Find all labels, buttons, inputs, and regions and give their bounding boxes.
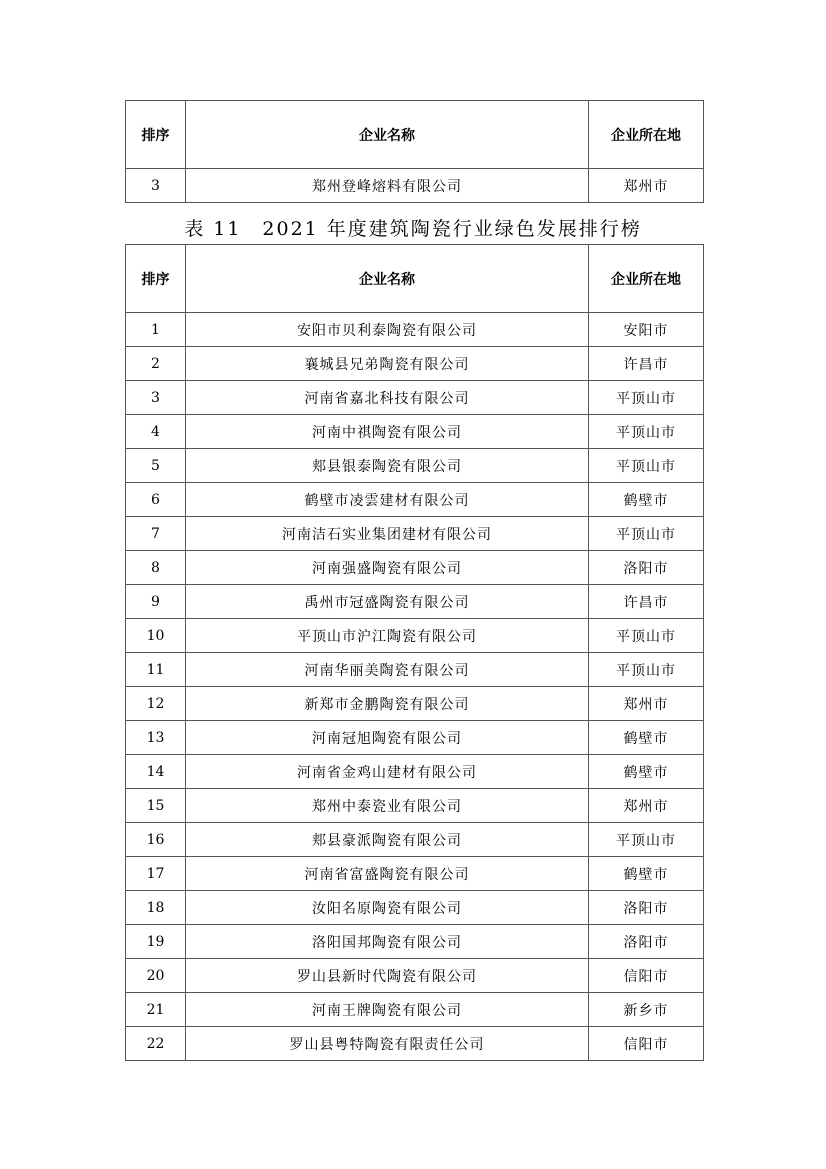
column-header-name: 企业名称 [186,101,589,169]
company-name-cell: 郑州登峰熔料有限公司 [186,169,589,203]
company-name-cell: 河南中祺陶瓷有限公司 [186,415,589,449]
location-cell: 郑州市 [589,687,704,721]
location-cell: 许昌市 [589,585,704,619]
location-cell: 新乡市 [589,993,704,1027]
location-cell: 鹤壁市 [589,721,704,755]
company-name-cell: 郏县豪派陶瓷有限公司 [186,823,589,857]
table-row [126,449,704,483]
rank-cell: 12 [126,687,186,721]
company-name-cell: 鹤壁市凌雲建材有限公司 [186,483,589,517]
location-cell: 信阳市 [589,1027,704,1061]
table-row [126,789,704,823]
company-name-cell: 平顶山市沪江陶瓷有限公司 [186,619,589,653]
location-cell: 平顶山市 [589,381,704,415]
table-row [126,619,704,653]
company-name-cell: 郏县银泰陶瓷有限公司 [186,449,589,483]
column-header-location: 企业所在地 [589,245,704,313]
company-name-cell: 郑州中泰瓷业有限公司 [186,789,589,823]
company-name-cell: 洛阳国邦陶瓷有限公司 [186,925,589,959]
location-cell: 平顶山市 [589,823,704,857]
rank-cell: 22 [126,1027,186,1061]
location-cell: 洛阳市 [589,551,704,585]
table-row [126,687,704,721]
location-cell: 平顶山市 [589,619,704,653]
rank-cell: 6 [126,483,186,517]
rank-cell: 20 [126,959,186,993]
rank-cell: 18 [126,891,186,925]
location-cell: 鹤壁市 [589,483,704,517]
location-cell: 洛阳市 [589,925,704,959]
column-header-rank: 排序 [126,101,186,169]
table-row [126,857,704,891]
rank-cell: 15 [126,789,186,823]
column-header-rank: 排序 [126,245,186,313]
company-name-cell: 汝阳名原陶瓷有限公司 [186,891,589,925]
table-row [126,993,704,1027]
rank-cell: 5 [126,449,186,483]
table-row [126,347,704,381]
table-row [126,313,704,347]
table-row [126,415,704,449]
rank-cell: 17 [126,857,186,891]
location-cell: 郑州市 [589,169,704,203]
table-row [126,551,704,585]
table-row [126,381,704,415]
table-row [126,653,704,687]
location-cell: 平顶山市 [589,415,704,449]
rank-cell: 13 [126,721,186,755]
table-row [126,823,704,857]
location-cell: 许昌市 [589,347,704,381]
table-header-row [126,245,704,313]
company-name-cell: 河南强盛陶瓷有限公司 [186,551,589,585]
table-row [126,959,704,993]
rank-cell: 8 [126,551,186,585]
table-caption: 表 11 2021 年度建筑陶瓷行业绿色发展排行榜 [184,218,642,240]
location-cell: 平顶山市 [589,449,704,483]
company-name-cell: 罗山县粤特陶瓷有限责任公司 [186,1027,589,1061]
company-name-cell: 河南华丽美陶瓷有限公司 [186,653,589,687]
location-cell: 信阳市 [589,959,704,993]
rank-cell: 14 [126,755,186,789]
location-cell: 郑州市 [589,789,704,823]
company-name-cell: 河南洁石实业集团建材有限公司 [186,517,589,551]
location-cell: 平顶山市 [589,517,704,551]
location-cell: 洛阳市 [589,891,704,925]
table-row [126,517,704,551]
company-name-cell: 河南省富盛陶瓷有限公司 [186,857,589,891]
company-name-cell: 襄城县兄弟陶瓷有限公司 [186,347,589,381]
location-cell: 鹤壁市 [589,857,704,891]
rank-cell: 19 [126,925,186,959]
rank-cell: 9 [126,585,186,619]
rank-cell: 2 [126,347,186,381]
rank-cell: 10 [126,619,186,653]
table-row [126,483,704,517]
company-name-cell: 新郑市金鹏陶瓷有限公司 [186,687,589,721]
company-name-cell: 禹州市冠盛陶瓷有限公司 [186,585,589,619]
company-name-cell: 河南王牌陶瓷有限公司 [186,993,589,1027]
table-row [126,925,704,959]
column-header-location: 企业所在地 [589,101,704,169]
location-cell: 鹤壁市 [589,755,704,789]
rank-cell: 1 [126,313,186,347]
table-header-row [126,101,704,169]
rank-cell: 21 [126,993,186,1027]
company-name-cell: 河南冠旭陶瓷有限公司 [186,721,589,755]
rank-cell: 16 [126,823,186,857]
table-row [126,169,704,203]
location-cell: 安阳市 [589,313,704,347]
location-cell: 平顶山市 [589,653,704,687]
company-name-cell: 罗山县新时代陶瓷有限公司 [186,959,589,993]
table-row [126,755,704,789]
rank-cell: 7 [126,517,186,551]
rank-cell: 4 [126,415,186,449]
rank-cell: 3 [126,169,186,203]
ranking-table-continued [125,100,704,203]
company-name-cell: 河南省嘉北科技有限公司 [186,381,589,415]
company-name-cell: 安阳市贝利泰陶瓷有限公司 [186,313,589,347]
table-row [126,585,704,619]
table-row [126,891,704,925]
company-name-cell: 河南省金鸡山建材有限公司 [186,755,589,789]
rank-cell: 11 [126,653,186,687]
rank-cell: 3 [126,381,186,415]
ranking-table-building-ceramics [125,244,704,1061]
table-row [126,1027,704,1061]
column-header-name: 企业名称 [186,245,589,313]
table-row [126,721,704,755]
